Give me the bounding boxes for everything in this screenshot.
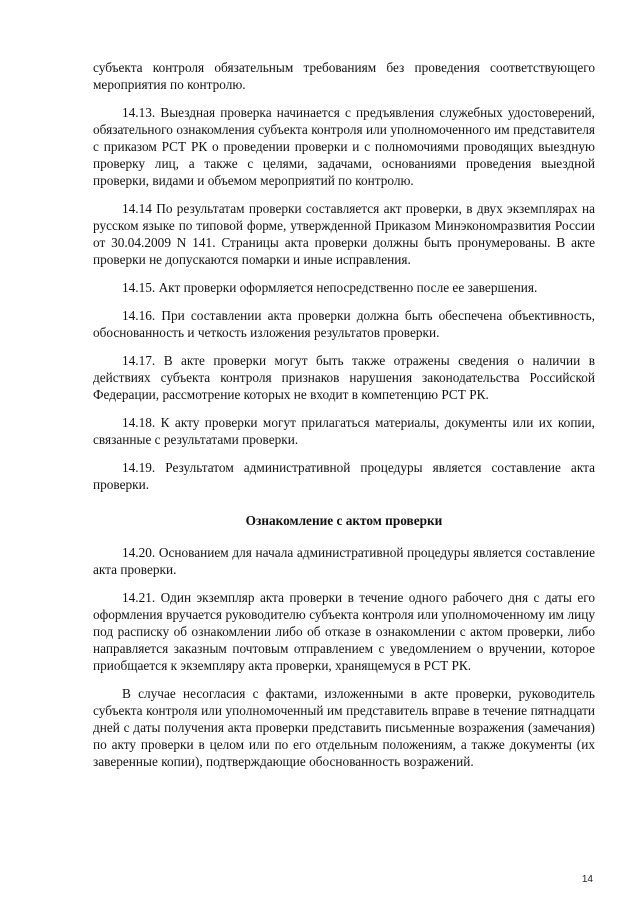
paragraph: 14.18. К акту проверки могут прилагаться материалы, документы или их копии, связанные с результатами проверки. <box>93 415 595 447</box>
section-heading: Ознакомление с актом проверки <box>245 513 443 528</box>
paragraphs-top <box>93 59 595 493</box>
paragraph: 14.19. Результатом административной процедуры является составление акта проверки. <box>93 460 595 492</box>
paragraph: 14.14 По результатам проверки составляется акт проверки, в двух экземплярах на русском языке по типовой форме, утвержденной Приказом Минэкономразвития России от 30.04.2009 N 141. Страницы акта проверки должны быть пронумерованы. В акте проверки не допускаются помарки и иные исправления. <box>93 201 595 267</box>
paragraph: 14.13. Выездная проверка начинается с предъявления служебных удостоверений, обязательного ознакомления субъекта контроля или уполномоченного им представителя с приказом РСТ РК о проведении проверки и с полномочиями проводящих выездную проверку лиц, а также с целями, задачами, основаниями проведения выездной проверки, видами и объемом мероприятий по контролю. <box>93 105 595 188</box>
paragraph: 14.17. В акте проверки могут быть также отражены сведения о наличии в действиях субъекта контроля признаков нарушения законодательства Российской Федерации, рассмотрение которых не входит в компетенцию РСТ РК. <box>93 353 595 402</box>
paragraph: 14.16. При составлении акта проверки должна быть обеспечена объективность, обоснованность и четкость изложения результатов проверки. <box>93 308 595 340</box>
paragraph: 14.21. Один экземпляр акта проверки в течение одного рабочего дня с даты его оформления вручается руководителю субъекта контроля или уполномоченному им лицу под расписку об ознакомлении либо об отказе в ознакомлении с актом проверки, либо направляется заказным почтовым отправлением с уведомлением о вручении, которое приобщается к экземпляру акта проверки, хранящемуся в РСТ РК. <box>93 590 595 673</box>
document-body <box>93 59 595 781</box>
paragraph: 14.15. Акт проверки оформляется непосредственно после ее завершения. <box>122 280 538 295</box>
page-number: 14 <box>581 874 593 885</box>
paragraphs-bottom <box>93 544 595 770</box>
paragraph: 14.20. Основанием для начала административной процедуры является составление акта проверки. <box>93 545 595 577</box>
paragraph: субъекта контроля обязательным требованиям без проведения соответствующего мероприятия по контролю. <box>93 60 595 92</box>
paragraph: В случае несогласия с фактами, изложенными в акте проверки, руководитель субъекта контроля или уполномоченный им представитель вправе в течение пятнадцати дней с даты получения акта проверки представить письменные возражения (замечания) по акту проверки в целом или по его отдельным положениям, а также документы (их заверенные копии), подтверждающие обоснованность возражений. <box>93 686 595 769</box>
